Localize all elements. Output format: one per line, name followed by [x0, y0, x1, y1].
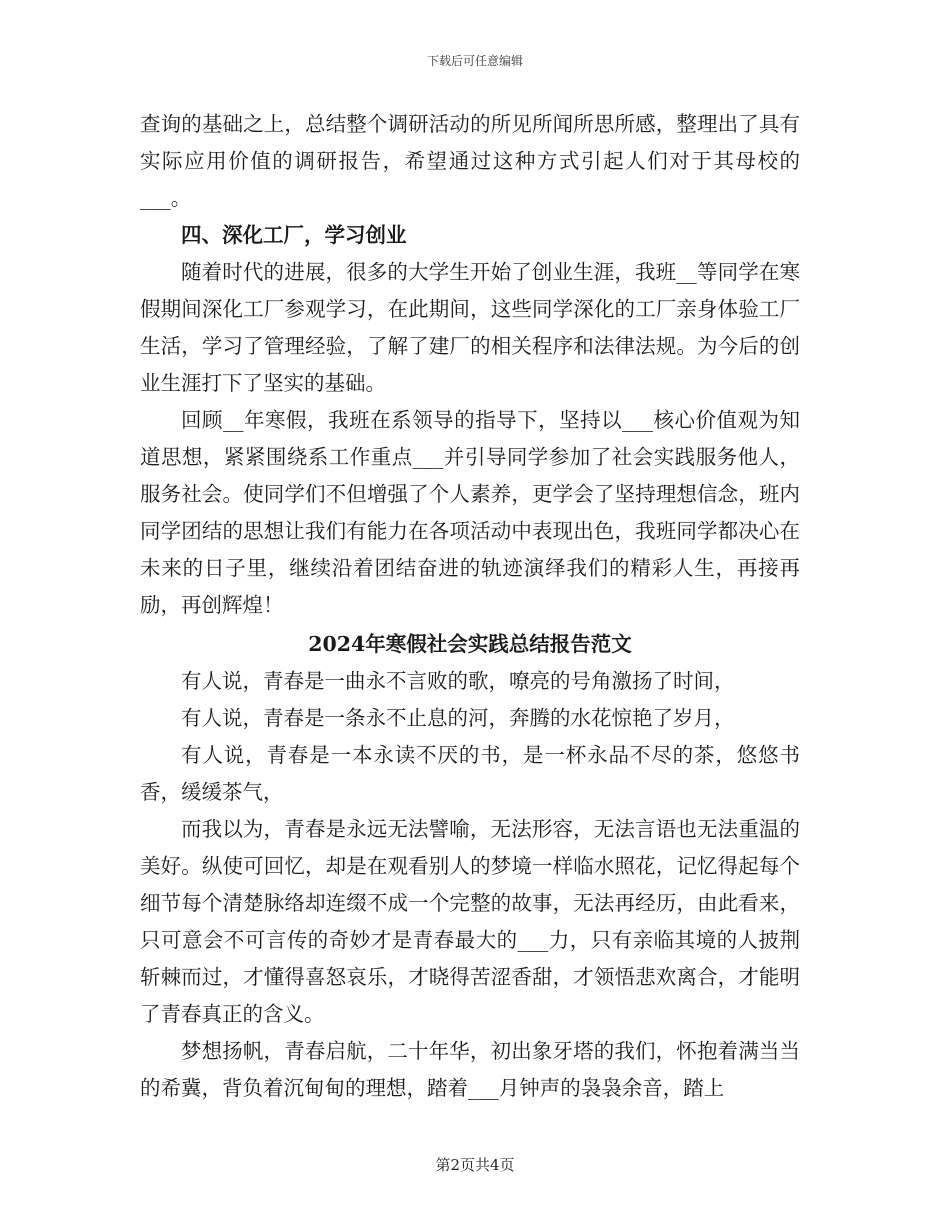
page-number: 第2页共4页	[435, 1156, 515, 1174]
document-body	[140, 106, 800, 1107]
paragraph: 有人说，青春是一本永读不厌的书，是一杯永品不尽的茶，悠悠书香，缓缓茶气，	[140, 743, 800, 804]
paragraph-continuation: 查询的基础之上，总结整个调研活动的所见所闻所思所感，整理出了具有实际应用价值的调研报告，希望通过这种方式引起人们对于其母校的___。	[140, 112, 800, 210]
paragraph: 梦想扬帆，青春启航，二十年华，初出象牙塔的我们，怀抱着满当当的希冀，背负着沉甸甸的理想，踏着___月钟声的袅袅余音，踏上	[140, 1039, 800, 1100]
paragraph: 有人说，青春是一曲永不言败的歌，嘹亮的号角激扬了时间，	[181, 669, 735, 693]
article-title: 2024年寒假社会实践总结报告范文	[308, 632, 632, 656]
paragraph: 有人说，青春是一条永不止息的河，奔腾的水花惊艳了岁月，	[181, 706, 735, 730]
section-heading: 四、深化工厂，学习创业	[181, 223, 407, 247]
paragraph: 而我以为，青春是永远无法譬喻，无法形容，无法言语也无法重温的美好。纵使可回忆，却是在观看别人的梦境一样临水照花，记忆得起每个细节每个清楚脉络却连缀不成一个完整的故事，无法再经历，由此看来，只可意会不可言传的奇妙才是青春最大的___力，只有亲临其境的人披荆斩棘而过，才懂得喜怒哀乐，才晓得苦涩香甜，才领悟悲欢离合，才能明了青春真正的含义。	[140, 817, 800, 1026]
page-header: 下载后可任意编辑	[426, 54, 523, 68]
paragraph: 回顾__年寒假，我班在系领导的指导下，坚持以___核心价值观为知道思想，紧紧围绕系工作重点___并引导同学参加了社会实践服务他人，服务社会。使同学们不但增强了个人素养，更学会了坚持理想信念，班内同学团结的思想让我们有能力在各项活动中表现出色，我班同学都决心在未来的日子里，继续沿着团结奋进的轨迹演绎我们的精彩人生，再接再励，再创辉煌！	[140, 408, 800, 617]
paragraph: 随着时代的进展，很多的大学生开始了创业生涯，我班__等同学在寒假期间深化工厂参观学习，在此期间，这些同学深化的工厂亲身体验工厂生活，学习了管理经验，了解了建厂的相关程序和法律法规。为今后的创业生涯打下了坚实的基础。	[140, 260, 800, 395]
